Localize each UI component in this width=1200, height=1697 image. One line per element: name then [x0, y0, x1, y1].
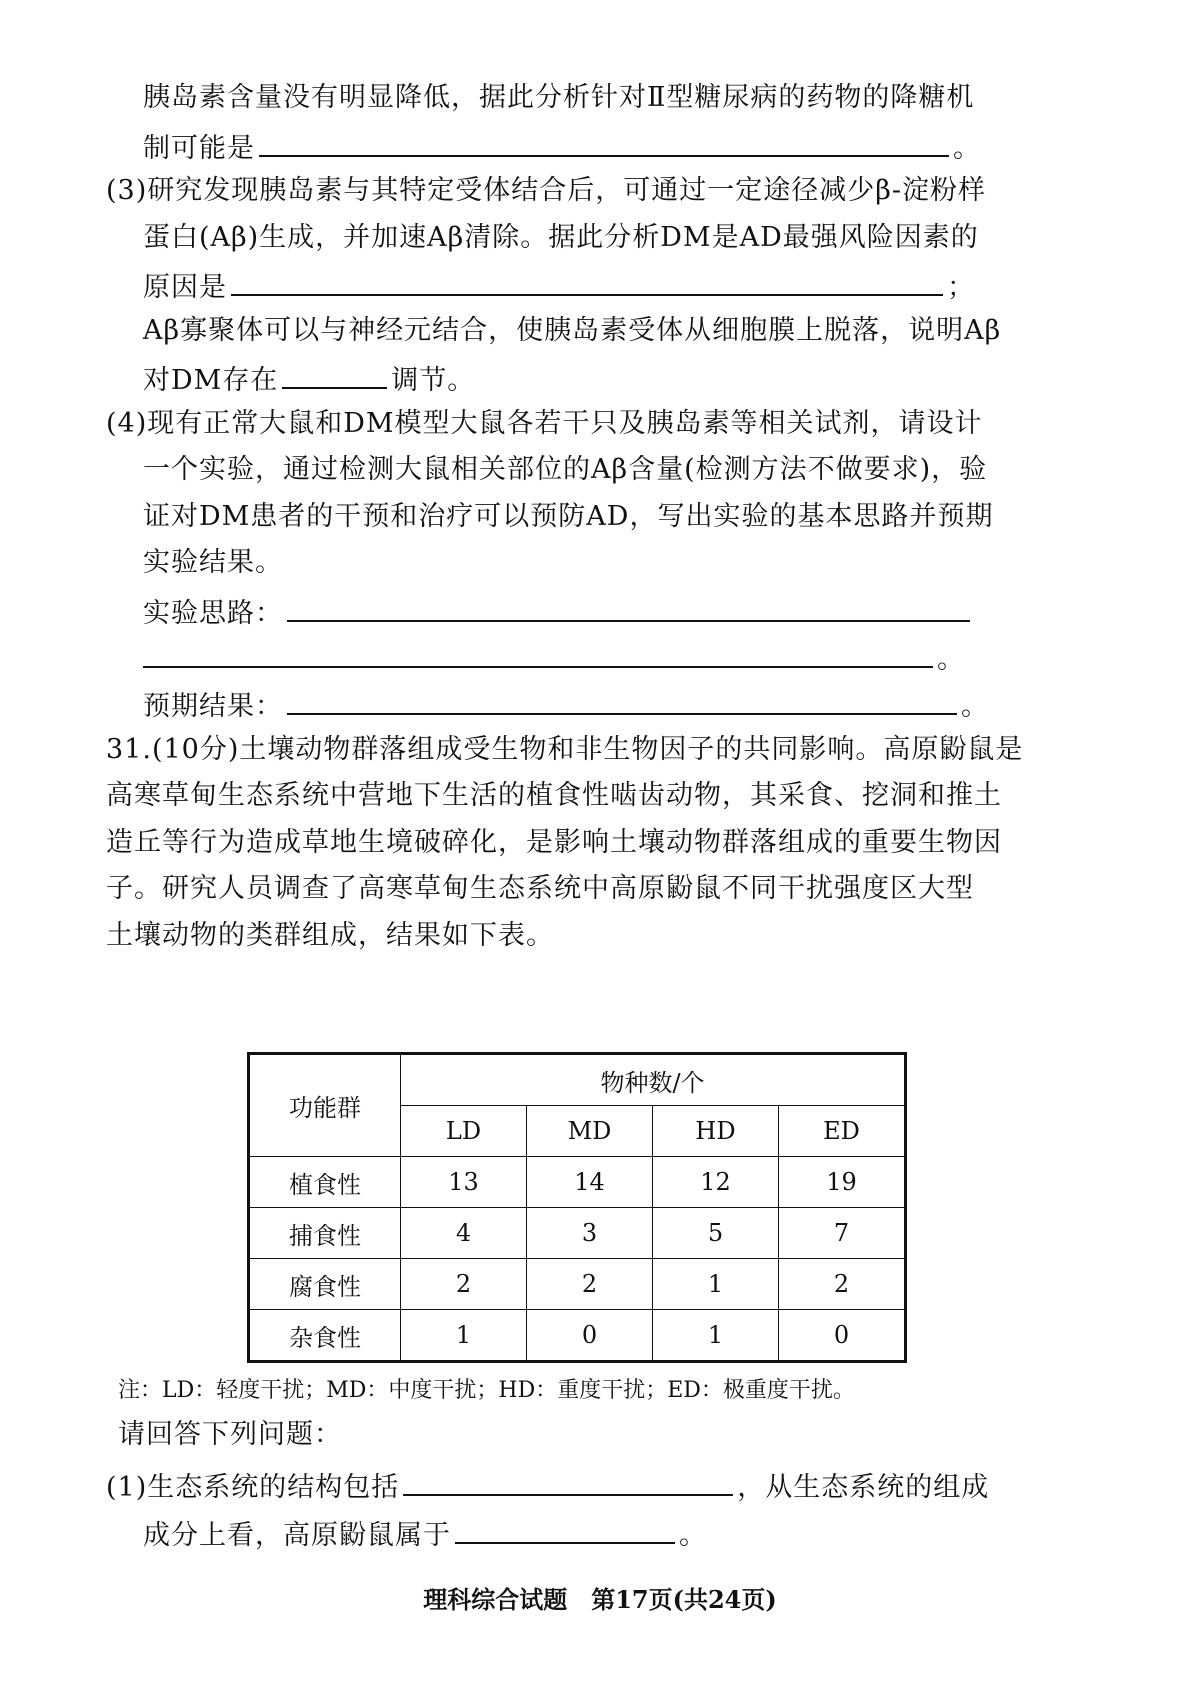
text-line [106, 1466, 1200, 1506]
text-line [143, 685, 1200, 725]
text-line: 一个实验，通过检测大鼠相关部位的Aβ含量(检测方法不做要求)，验 [143, 454, 988, 485]
page-footer: 理科综合试题 第17页(共24页) [423, 1585, 777, 1614]
row-label: 植食性 [249, 1157, 401, 1208]
column-header: MD [527, 1106, 653, 1157]
line-text: 调节。 [391, 365, 476, 396]
table-cell: 7 [779, 1208, 906, 1259]
row-label: 腐食性 [249, 1259, 401, 1310]
column-header: LD [401, 1106, 527, 1157]
text-line: (3)研究发现胰岛素与其特定受体结合后，可通过一定途径减少β-淀粉样 [106, 175, 986, 206]
table-cell: 12 [653, 1157, 779, 1208]
table-row [249, 1310, 906, 1362]
answer-blank[interactable] [143, 638, 933, 668]
line-text: 预期结果： [143, 691, 283, 722]
table-cell: 1 [653, 1259, 779, 1310]
table-row [249, 1157, 906, 1208]
line-text: 成分上看，高原鼢鼠属于 [143, 1520, 451, 1551]
line-text: ，从生态系统的组成 [737, 1472, 990, 1503]
text-line [143, 638, 1200, 678]
table-cell: 13 [401, 1157, 527, 1208]
column-header: HD [653, 1106, 779, 1157]
table-cell: 5 [653, 1208, 779, 1259]
table-row [249, 1208, 906, 1259]
text-line: 胰岛素含量没有明显降低，据此分析针对Ⅱ型糖尿病的药物的降糖机 [143, 82, 975, 113]
text-line [143, 127, 1200, 167]
text-line: 蛋白(Aβ)生成，并加速Aβ清除。据此分析DM是AD最强风险因素的 [143, 222, 979, 253]
line-text: (1)生态系统的结构包括 [106, 1472, 400, 1503]
answer-blank[interactable] [282, 359, 387, 389]
answer-blank[interactable] [403, 1466, 733, 1496]
table-row [249, 1259, 906, 1310]
group-header-cell: 物种数/个 [401, 1054, 906, 1106]
table-cell: 1 [653, 1310, 779, 1362]
text-line: 土壤动物的类群组成，结果如下表。 [106, 920, 554, 951]
text-line: Aβ寡聚体可以与神经元结合，使胰岛素受体从细胞膜上脱落，说明Aβ [143, 315, 1002, 346]
table-cell: 2 [527, 1259, 653, 1310]
text-line: 请回答下列问题： [118, 1419, 342, 1450]
table-cell: 2 [401, 1259, 527, 1310]
text-line: 高寒草甸生态系统中营地下生活的植食性啮齿动物，其采食、挖洞和推土 [106, 780, 1002, 811]
column-header: ED [779, 1106, 906, 1157]
text-line [143, 359, 1200, 399]
table-note: 注：LD：轻度干扰；MD：中度干扰；HD：重度干扰；ED：极重度干扰。 [118, 1378, 855, 1403]
table-cell: 0 [779, 1310, 906, 1362]
answer-blank[interactable] [259, 127, 949, 157]
table-cell: 19 [779, 1157, 906, 1208]
punct: 。 [961, 691, 989, 722]
table-cell: 14 [527, 1157, 653, 1208]
text-line [143, 592, 1200, 632]
data-table [247, 1052, 907, 1363]
row-label: 捕食性 [249, 1208, 401, 1259]
table-cell: 4 [401, 1208, 527, 1259]
text-line [143, 266, 1200, 306]
line-text: 对DM存在 [143, 365, 279, 396]
punct: 。 [953, 133, 981, 164]
punct: 。 [937, 644, 965, 675]
answer-blank[interactable] [455, 1514, 675, 1544]
table-cell: 1 [401, 1310, 527, 1362]
row-header-cell: 功能群 [249, 1054, 401, 1157]
text-line: (4)现有正常大鼠和DM模型大鼠各若干只及胰岛素等相关试剂，请设计 [106, 408, 983, 439]
row-label: 杂食性 [249, 1310, 401, 1362]
line-text: 制可能是 [143, 133, 255, 164]
text-line: 证对DM患者的干预和治疗可以预防AD，写出实验的基本思路并预期 [143, 501, 994, 532]
text-line: 31.(10分)土壤动物群落组成受生物和非生物因子的共同影响。高原鼢鼠是 [106, 734, 1024, 765]
line-text: 原因是 [143, 272, 227, 303]
answer-blank[interactable] [287, 685, 957, 715]
text-line: 实验结果。 [143, 547, 283, 578]
text-line: 造丘等行为造成草地生境破碎化，是影响土壤动物群落组成的重要生物因 [106, 827, 1002, 858]
answer-blank[interactable] [287, 592, 970, 622]
table-cell: 0 [527, 1310, 653, 1362]
punct: ； [947, 272, 975, 303]
answer-blank[interactable] [231, 266, 943, 296]
text-line [143, 1514, 1200, 1554]
table-cell: 3 [527, 1208, 653, 1259]
table-cell: 2 [779, 1259, 906, 1310]
text-line: 子。研究人员调查了高寒草甸生态系统中高原鼢鼠不同干扰强度区大型 [106, 873, 974, 904]
punct: 。 [679, 1520, 707, 1551]
line-text: 实验思路： [143, 598, 283, 629]
